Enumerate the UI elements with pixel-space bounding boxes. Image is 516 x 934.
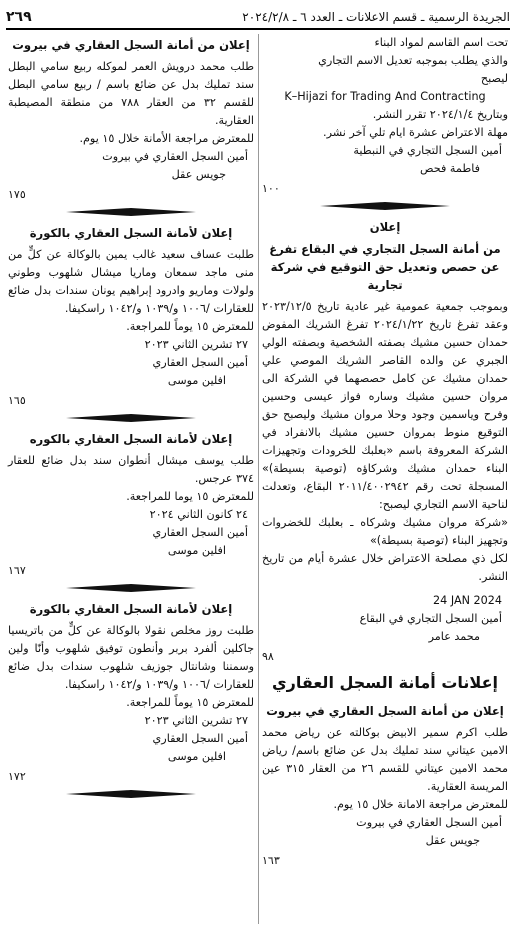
notice-new-name: «شركة مروان مشيك وشركاه ـ بعلبك للخضروات وتجهيز البناء (توصية بسيطة)» [262,516,508,547]
notice-objection: لكل ذي مصلحة الاعتراض خلال عشرة أيام من تاريخ النشر. [262,552,508,583]
separator-ornament [320,202,450,210]
notice-date: ٢٧ تشرين الثاني ٢٠٢٣ [144,714,248,727]
left-column [8,34,254,934]
notice-date: 24 JAN 2024 [433,594,502,607]
notice-objection: للمعترض ١٥ يوماً للمراجعة. [126,320,254,333]
text-line: وبتاريخ ٢٠٢٤/١/٤ تقرر النشر. [372,108,508,121]
notice-objection: للمعترض ١٥ يوماً للمراجعة. [126,696,254,709]
notice-title: من أمانة السجل التجاري في البقاع تفرغ عن حصص وتعديل حق التوقيع في شركة تجارية [269,242,501,292]
notice-title: إعلان من أمانة السجل العقاري في بيروت [266,704,504,718]
notice-body: طلبت عساف سعيد غالب يمين بالوكالة عن كلٍّ من منى ماجد سمعان وماريا ميشال شلهوب وطوني ولولات وماريو وادرود إبراهيم يونان سندات بدل ضائع للعقارات /١٠٠٦ و/١٠٣٩ و/١٠٤٢ راسكيفا. [8,248,254,315]
page-header [6,6,510,30]
separator-ornament [66,584,196,592]
signature-office: أمين السجل العقاري [152,732,248,745]
text-line: تحت اسم القاسم لمواد البناء [374,36,508,49]
notice-title: إعلان من أمانة السجل العقاري في بيروت [12,38,250,52]
separator-ornament [66,790,196,798]
notice-body: طلبت روز مخلص نقولا بالوكالة عن كلٍّ من باتريسيا جاكلين ألفرد بربر وأنطون توفيق شلهوب وأنّا ولين وسمننا وشانتال جوزيف شلهوب سندات بدل ضائع للعقارات /١٠٠٦ و/١٠٣٩ و/١٠٤٢ راسكيفا. [8,624,254,691]
notice-label: إعلان [369,220,401,234]
notice-title: إعلان لأمانة السجل العقاري بالكورة [29,602,233,616]
notice-body: طلب يوسف ميشال أنطوان سند بدل ضائع للعقار ٣٧٤ عرجس. [8,454,254,485]
column-divider [258,34,259,924]
notice-number: ١٠٠ [262,182,280,195]
notice-date: ٢٧ تشرين الثاني ٢٠٢٣ [144,338,248,351]
notice-objection: للمعترض مراجعة الامانة خلال ١٥ يوم. [333,798,508,811]
latin-trade-name: K–Hijazi for Trading And Contracting [284,90,486,103]
signature-office: أمين السجل العقاري [152,526,248,539]
signature-name: فاطمة فحص [420,162,480,175]
right-column [262,34,508,934]
text-line: مهلة الاعتراض عشرة ايام تلي آخر نشر. [323,126,508,139]
notice-body: طلب محمد درويش العمر لموكله ربيع سامي البطل سند تمليك بدل عن ضائع باسم / ربيع سامي البطل للقسم ٣٢ من العقار ٧٨٨ من منطقة المصيطبة العقارية. [8,60,255,127]
text-line: ليصبح [480,72,508,85]
notice-number: ١٧٢ [8,770,26,783]
notice-objection: للمعترض مراجعة الأمانة خلال ١٥ يوم. [79,132,254,145]
signature-name: افلين موسى [167,544,226,557]
notice-body: طلب اكرم سمير الابيض بوكالته عن رياض محمد الامين عيتاني سند تمليك بدل عن ضائع باسم/ رياض محمد الامين عيتاني للقسم ٢٦ من العقار ٣١٥ عين المريسة العقارية. [262,726,508,793]
signature-office: أمين السجل العقاري في بيروت [356,816,502,829]
notice-number: ١٦٣ [262,854,280,867]
notice-date: ٢٤ كانون الثاني ٢٠٢٤ [149,508,248,521]
notice-number: ١٦٧ [8,564,26,577]
signature-office: أمين السجل التجاري في البقاع [359,612,502,625]
notice-number: ١٧٥ [8,188,26,201]
signature-name: جويس عقل [171,168,226,181]
separator-ornament [66,208,196,216]
section-title: إعلانات أمانة السجل العقاري [272,673,498,692]
page-number: ٢٦٩ [6,9,32,25]
signature-name: محمد عامر [428,630,480,643]
notice-title: إعلان لأمانة السجل العقاري بالكوره [29,432,233,446]
signature-office: أمين السجل العقاري في بيروت [102,150,248,163]
notice-body: وبموجب جمعية عمومية غير عادية تاريخ ٢٠٢٣/١٢/٥ وعقد تفرغ تاريخ ٢٠٢٤/١/٢٢ تفرغ الشريك المفوض حمدان حسين مشيك بصفته الشخصية وبصفته الولي الجبري عن والده القاصر الشريك الموصي علي حمدان مشيك عن كامل حصصهما في الشركة الى مروان حسين مشيك وساره فواز عيسى وحسين وفرح وياسمين وجود وحلا مروان مشيك وليصبح حق التوقيع منوط بمروان حسين مشيك بالانفراد في الشركة المعروفة باسم «بعلبك للخرودات وتجهيزات البناء حمدان مشيك وشركاؤه (توصية بسيطة)» المسجلة تحت رقم ٢٠١١/٤٠٠٢٩٤٢ البقاع، وتعدلت لناحية الاسم التجاري ليصبح: [262,300,508,511]
signature-name: جويس عقل [425,834,480,847]
notice-number: ٩٨ [262,650,274,663]
separator-ornament [66,414,196,422]
running-title: الجريدة الرسمية ـ قسم الاعلانات ـ العدد ٦ ـ ٢٠٢٤/٢/٨ [242,10,510,24]
signature-name: افلين موسى [167,374,226,387]
signature-office: أمين السجل التجاري في النبطية [353,144,502,157]
text-line: والذي يطلب بموجبه تعديل الاسم التجاري [318,54,508,67]
notice-title: إعلان لأمانة السجل العقاري بالكورة [29,226,233,240]
signature-office: أمين السجل العقاري [152,356,248,369]
signature-name: افلين موسى [167,750,226,763]
notice-number: ١٦٥ [8,394,26,407]
notice-objection: للمعترض ١٥ يوما للمراجعة. [126,490,254,503]
